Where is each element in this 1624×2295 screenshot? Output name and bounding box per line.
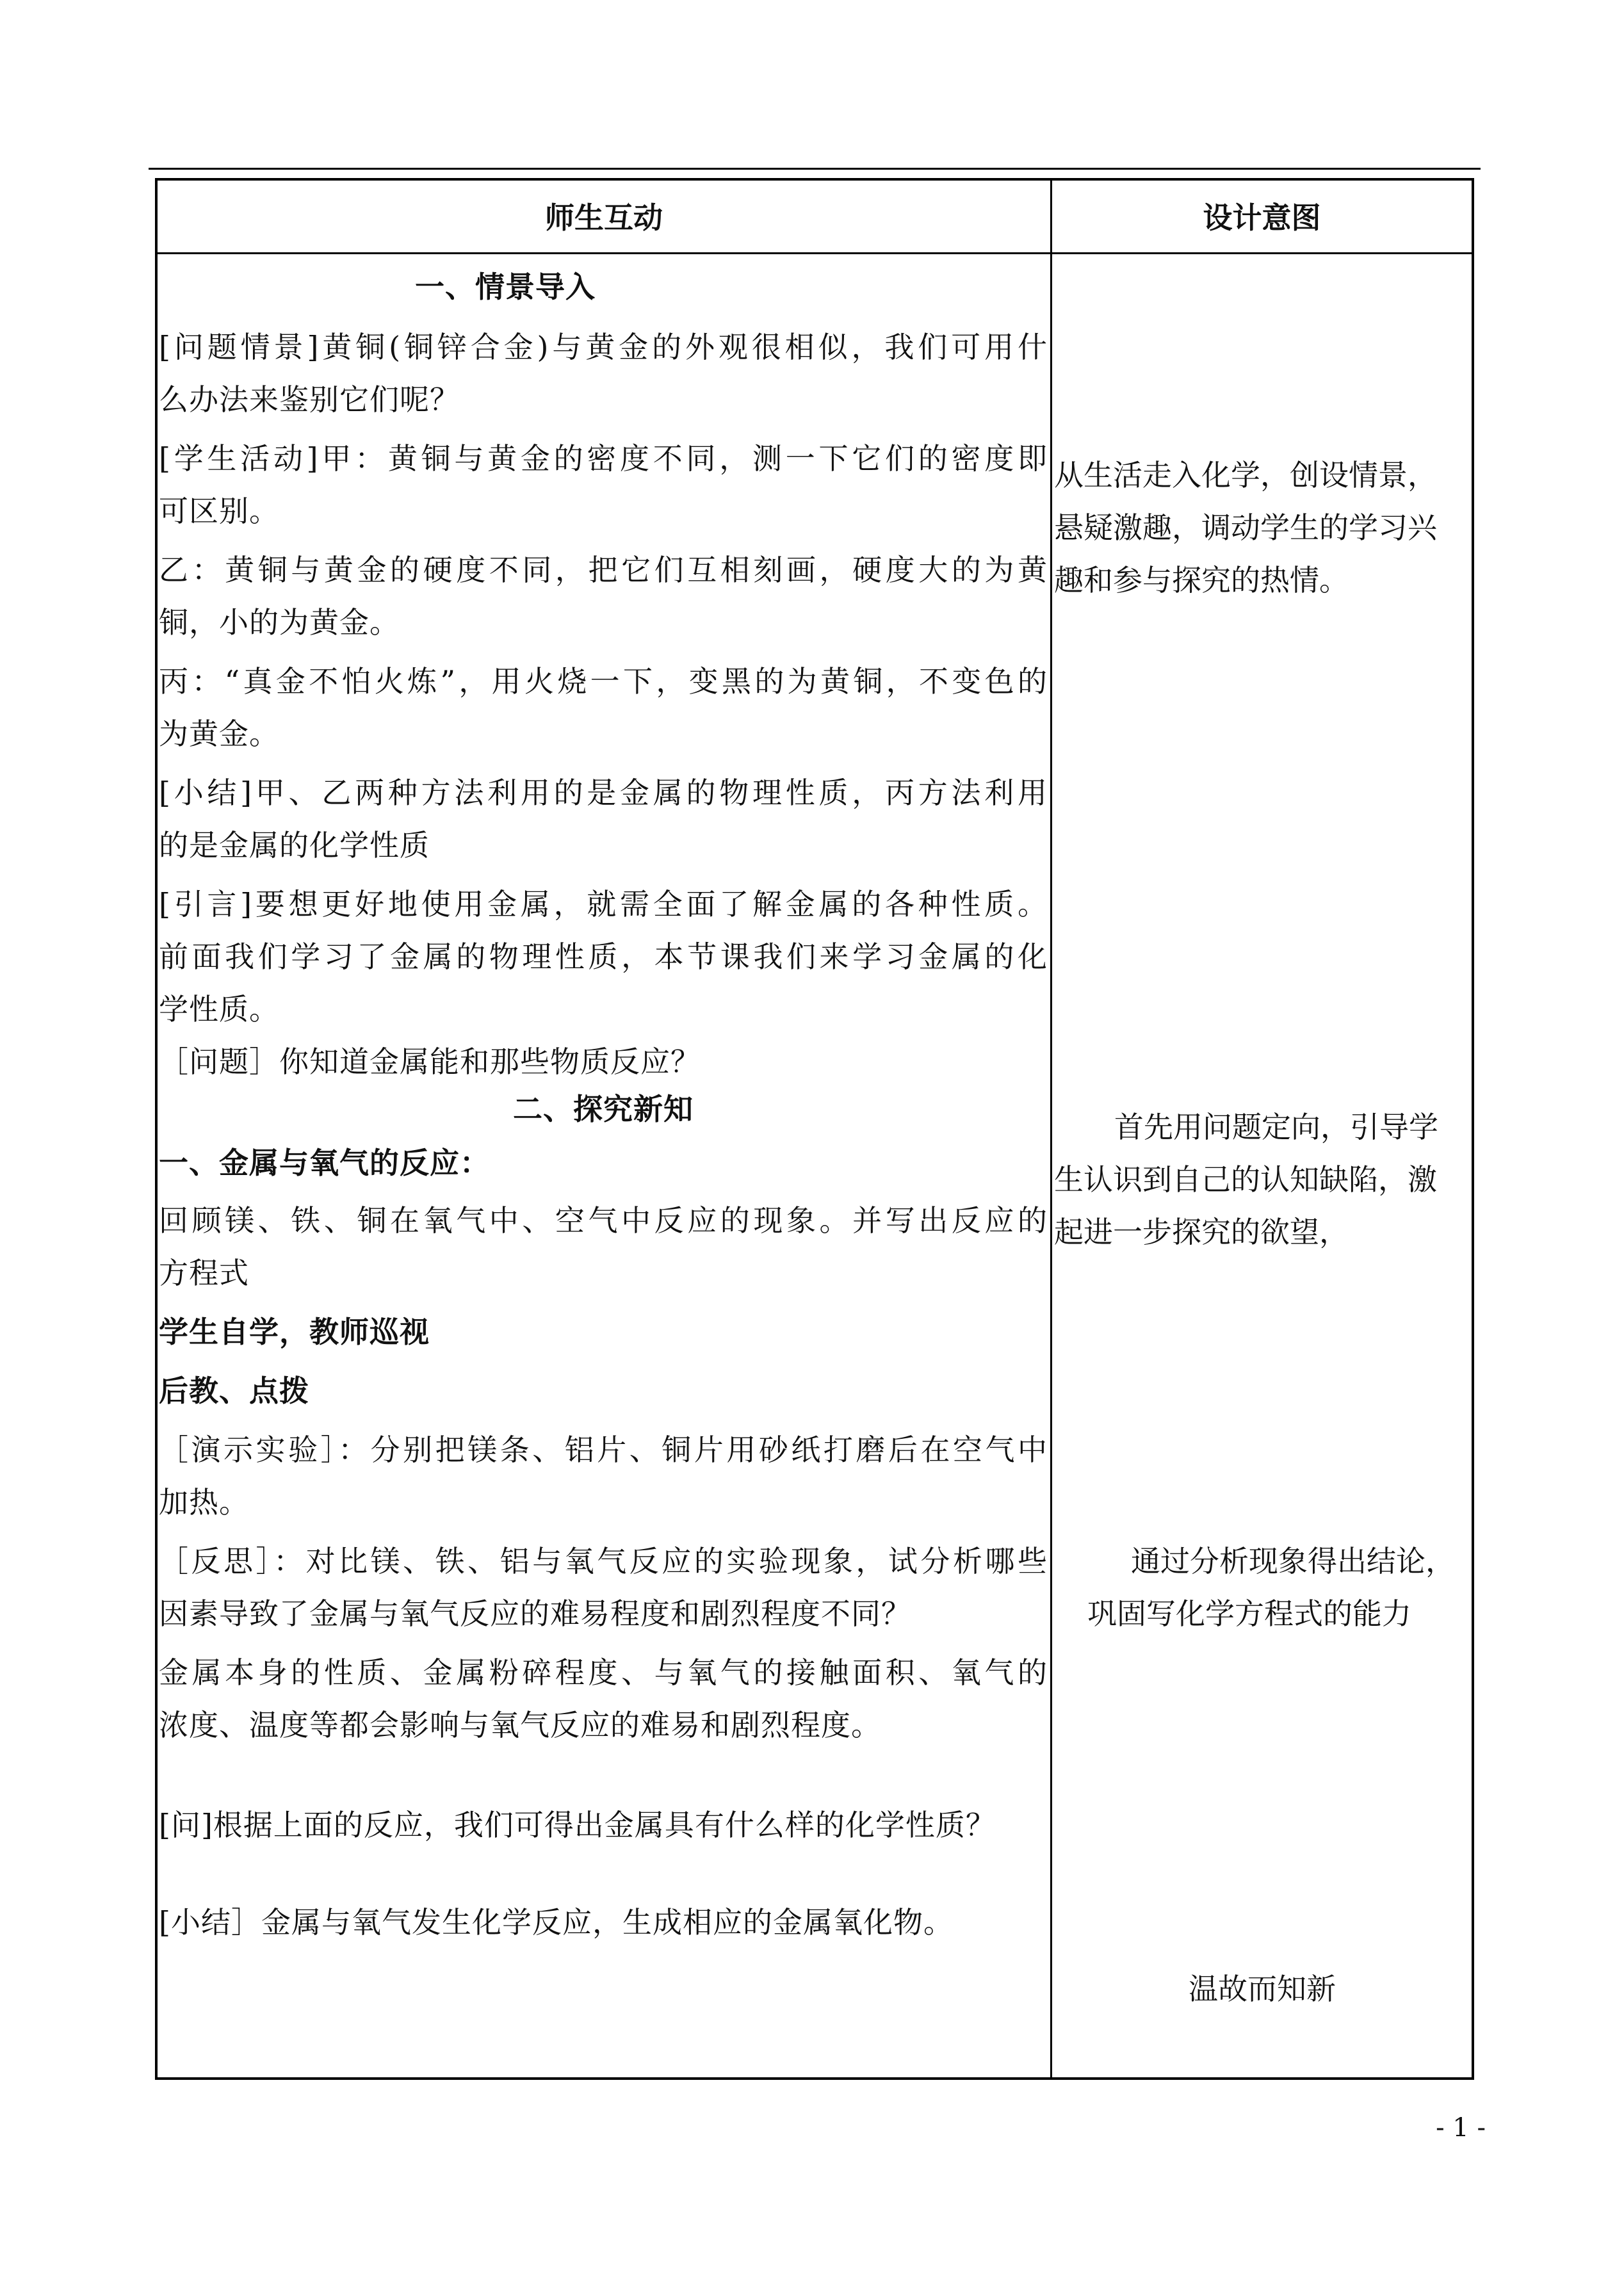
intent-line: 起进一步探究的欲望，	[1054, 1215, 1349, 1249]
subheading-guidance: 后教、点拨	[159, 1374, 309, 1408]
text-line: 方程式	[159, 1256, 249, 1290]
text-line: [引言]要想更好地使用金属，就需全面了解金属的各种性质。	[159, 887, 1048, 921]
text-line: 因素导致了金属与氧气反应的难易程度和剧烈程度不同？	[159, 1596, 911, 1631]
text-line: ［反思］：对比镁、铁、铝与氧气反应的实验现象，试分析哪些	[159, 1544, 1048, 1578]
text-line: 为黄金。	[159, 717, 279, 751]
text-line: 的是金属的化学性质	[159, 828, 430, 863]
intent-line: 巩固写化学方程式的能力	[1087, 1596, 1411, 1631]
text-line: 加热。	[159, 1485, 249, 1520]
column-divider	[1050, 178, 1052, 2080]
text-line: 铜，小的为黄金。	[159, 605, 400, 640]
intent-line: 悬疑激趣，调动学生的学习兴	[1054, 510, 1437, 545]
text-line: [学生活动]甲：黄铜与黄金的密度不同，测一下它们的密度即	[159, 441, 1048, 476]
text-line: 浓度、温度等都会影响与氧气反应的难易和剧烈程度。	[159, 1708, 881, 1742]
page-number: - 1 -	[1436, 2113, 1486, 2143]
text-line: 乙：黄铜与黄金的硬度不同，把它们互相刻画，硬度大的为黄	[159, 553, 1048, 587]
intent-line: 从生活走入化学，创设情景，	[1054, 458, 1437, 492]
text-line: [小结]甲、乙两种方法利用的是金属的物理性质，丙方法利用	[159, 775, 1048, 810]
header-rule	[149, 168, 1481, 170]
intent-line: 趣和参与探究的热情。	[1054, 563, 1349, 597]
section-title-scenario: 一、情景导入	[415, 270, 596, 304]
text-line: 学性质。	[159, 992, 279, 1026]
text-line-summary: [小结］金属与氧气发生化学反应，生成相应的金属氧化物。	[159, 1905, 954, 1940]
subheading-self-study: 学生自学，教师巡视	[159, 1315, 430, 1349]
intent-line: 首先用问题定向，引导学	[1114, 1110, 1438, 1144]
text-line: 回顾镁、铁、铜在氧气中、空气中反应的现象。并写出反应的	[159, 1203, 1048, 1238]
section-title-explore: 二、探究新知	[513, 1092, 694, 1126]
subsection-title-oxygen: 一、金属与氧气的反应：	[159, 1146, 490, 1180]
text-line: 金属本身的性质、金属粉碎程度、与氧气的接触面积、氧气的	[159, 1655, 1048, 1690]
intent-line: 温故而知新	[1189, 1972, 1336, 2006]
intent-line: 生认识到自己的认知缺陷，激	[1054, 1162, 1437, 1197]
header-teacher-student-interaction: 师生互动	[545, 200, 663, 235]
text-line: [问]根据上面的反应，我们可得出金属具有什么样的化学性质？	[159, 1808, 996, 1842]
text-line: 丙：“真金不怕火炼”，用火烧一下，变黑的为黄铜，不变色的	[159, 664, 1048, 699]
header-divider	[155, 252, 1474, 254]
header-design-intent: 设计意图	[1203, 200, 1321, 235]
text-line: ［演示实验］：分别把镁条、铝片、铜片用砂纸打磨后在空气中	[159, 1432, 1048, 1467]
intent-line: 通过分析现象得出结论，	[1131, 1544, 1455, 1578]
text-line: ［问题］你知道金属能和那些物质反应？	[159, 1044, 701, 1079]
text-line: [问题情景]黄铜(铜锌合金)与黄金的外观很相似，我们可用什	[159, 330, 1048, 364]
text-line: 前面我们学习了金属的物理性质，本节课我们来学习金属的化	[159, 939, 1048, 974]
text-line: 么办法来鉴别它们呢？	[159, 382, 460, 417]
text-line: 可区别。	[159, 494, 279, 528]
